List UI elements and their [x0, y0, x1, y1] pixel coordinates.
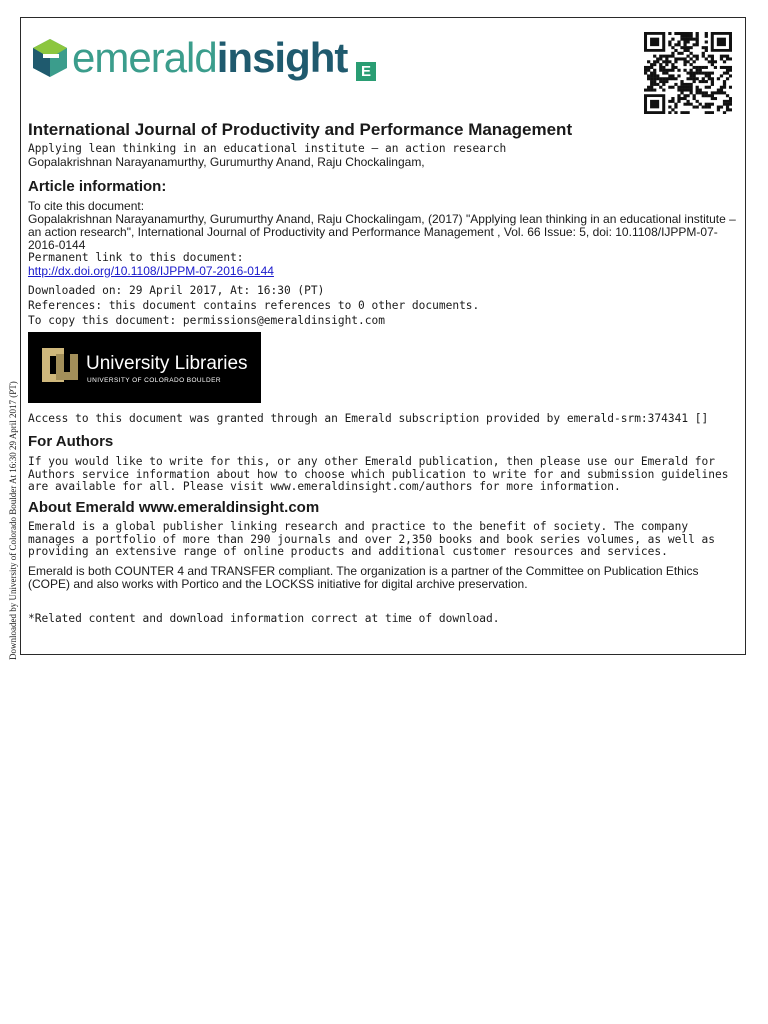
for-authors-text: If you would like to write for this, or any other Emerald publication, then please use our Emerald for Authors service information about how to choose which publication to write for and submission guidelines are available for all. Please visit www.emeraldinsight.com/authors for more information. [28, 455, 729, 493]
for-authors-heading: For Authors [28, 433, 114, 450]
about-emerald-text-2: Emerald is both COUNTER 4 and TRANSFER compliant. The organization is a partner of the Committee on Publication Ethics (COPE) and also works with Portico and the LOCKSS initiative for digital archive preservation. [28, 563, 699, 591]
access-note: Access to this document was granted through an Emerald subscription provided by emerald-srm:374341 [] [28, 412, 709, 425]
permalink-label: Permanent link to this document: [28, 251, 244, 264]
journal-title: International Journal of Productivity and Performance Management [28, 120, 573, 139]
cu-logo-graphic [28, 332, 261, 403]
article-header [28, 120, 740, 169]
side-download-note: Downloaded by University of Colorado Boulder At 16:30 29 April 2017 (PT) [8, 381, 18, 660]
cite-text: Gopalakrishnan Narayanamurthy, Gurumurthy Anand, Raju Chockalingam, (2017) "Applying lean thinking in an educational institute – an action research", International Journal of Productivity and Performance Management , Vol. 66 Issue: 5, doi: 10.1108/IJPPM-07-2016-0144 [28, 212, 736, 252]
copy-permissions: To copy this document: permissions@emeraldinsight.com [28, 313, 385, 327]
library-name: University Libraries [86, 353, 248, 374]
downloaded-on: Downloaded on: 29 April 2017, At: 16:30 (PT) [28, 283, 325, 297]
logo-text-emerald: emerald [72, 34, 217, 81]
about-emerald-section [28, 499, 740, 591]
qr-code-icon [644, 32, 732, 114]
article-title: Applying lean thinking in an educational institute – an action research [28, 142, 507, 155]
library-subtitle: UNIVERSITY OF COLORADO BOULDER [87, 377, 221, 384]
article-information [28, 178, 740, 328]
article-authors: Gopalakrishnan Narayanamurthy, Gurumurthy Anand, Raju Chockalingam, [28, 154, 425, 169]
references-count: References: this document contains references to 0 other documents. [28, 298, 480, 312]
logo-badge: E [356, 62, 376, 81]
about-emerald-heading: About Emerald www.emeraldinsight.com [28, 499, 320, 516]
article-information-heading: Article information: [28, 178, 167, 195]
cite-label: To cite this document: [28, 199, 145, 213]
permalink-link[interactable]: http://dx.doi.org/10.1108/IJPPM-07-2016-0144 [28, 263, 274, 278]
for-authors-section [28, 433, 740, 494]
emerald-insight-logo [32, 30, 347, 86]
emerald-hexagon-icon [32, 38, 68, 78]
footnote: *Related content and download information correct at time of download. [28, 612, 500, 625]
about-emerald-text-1: Emerald is a global publisher linking research and practice to the benefit of society. The company manages a portfolio of more than 290 journals and over 2,350 books and book series volumes, as well as providing an extensive range of online products and additional customer resources and services. [28, 520, 716, 558]
logo-text-insight: insight [216, 34, 348, 81]
university-libraries-logo [28, 332, 261, 403]
